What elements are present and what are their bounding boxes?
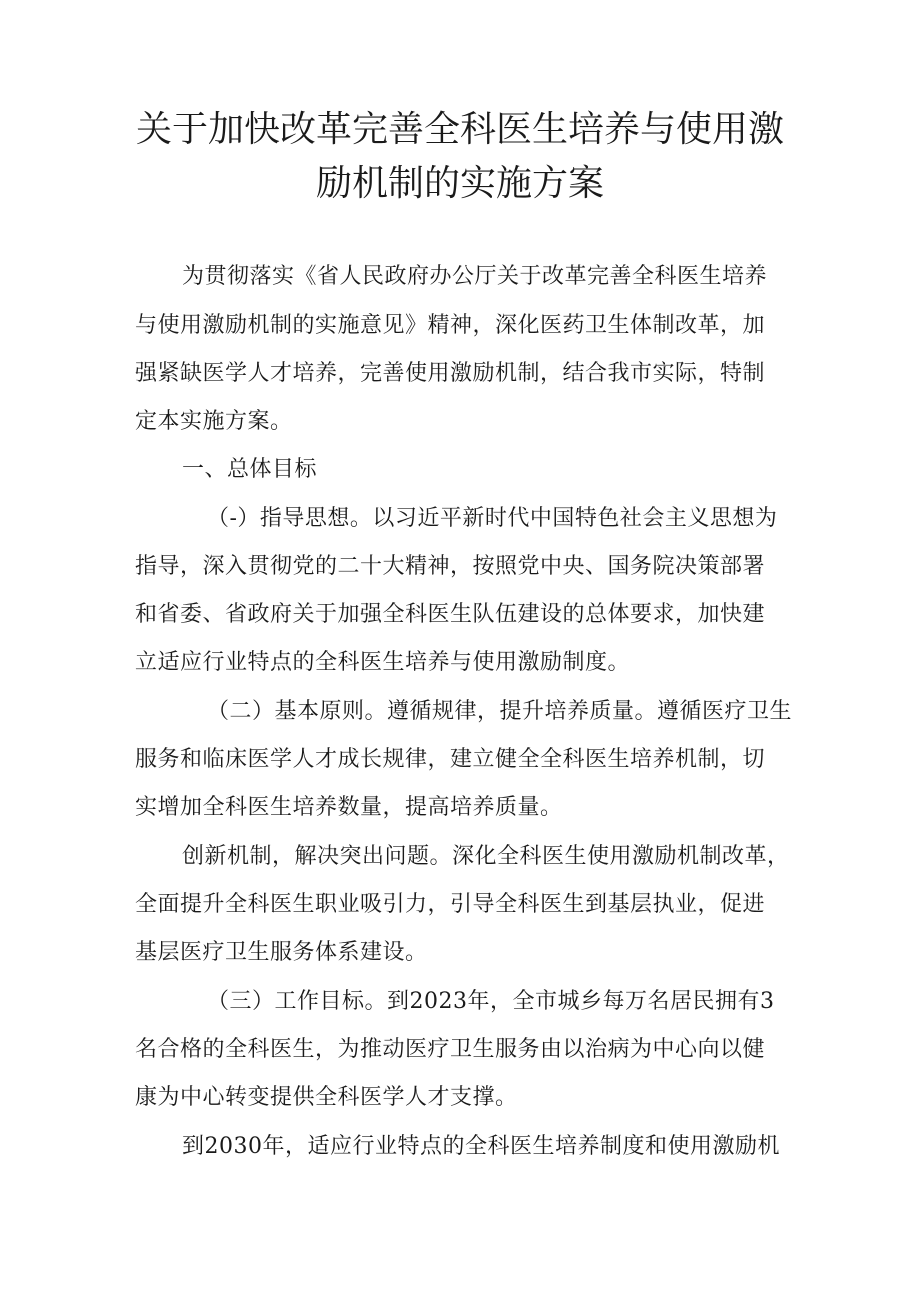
body-line: 和省委、省政府关于加强全科医生队伍建设的总体要求，加快建	[135, 602, 766, 627]
body-line: （-）指导思想。以习近平新时代中国特色社会主义思想为	[207, 506, 778, 531]
body-line: 定本实施方案。	[135, 409, 293, 434]
body-line: 创新机制，解决突出问题。深化全科医生使用激励机制改革，	[182, 844, 790, 869]
body-line: 强紧缺医学人才培养，完善使用激励机制，结合我市实际，特制	[135, 361, 766, 386]
body-line: 康为中心转变提供全科医学人才支撑。	[135, 1085, 518, 1110]
document-title-line-1: 关于加快改革完善全科医生培养与使用激	[135, 109, 784, 150]
body-line: 到2030年，适应行业特点的全科医生培养制度和使用激励机	[182, 1134, 780, 1159]
body-line: 服务和临床医学人才成长规律，建立健全全科医生培养机制，切	[135, 747, 766, 772]
body-line: 指导，深入贯彻党的二十大精神，按照党中央、国务院决策部署	[135, 554, 766, 579]
body-line: 基层医疗卫生服务体系建设。	[135, 940, 428, 965]
body-line: 名合格的全科医生，为推动医疗卫生服务由以治病为中心向以健	[135, 1037, 766, 1062]
document-title-line-2: 励机制的实施方案	[315, 163, 604, 204]
body-line: （三）工作目标。到2023年，全市城乡每万名居民拥有3	[207, 989, 775, 1014]
body-line: 全面提升全科医生职业吸引力，引导全科医生到基层执业，促进	[135, 892, 766, 917]
section-heading: 一、总体目标	[182, 457, 318, 482]
body-line: 为贯彻落实《省人民政府办公厅关于改革完善全科医生培养	[182, 264, 768, 289]
body-line: 立适应行业特点的全科医生培养与使用激励制度。	[135, 650, 631, 675]
body-line: 实增加全科医生培养数量，提高培养质量。	[135, 795, 563, 820]
body-line: 与使用激励机制的实施意见》精神，深化医药卫生体制改革，加	[135, 313, 766, 338]
body-line: （二）基本原则。遵循规律，提升培养质量。遵循医疗卫生	[207, 699, 793, 724]
